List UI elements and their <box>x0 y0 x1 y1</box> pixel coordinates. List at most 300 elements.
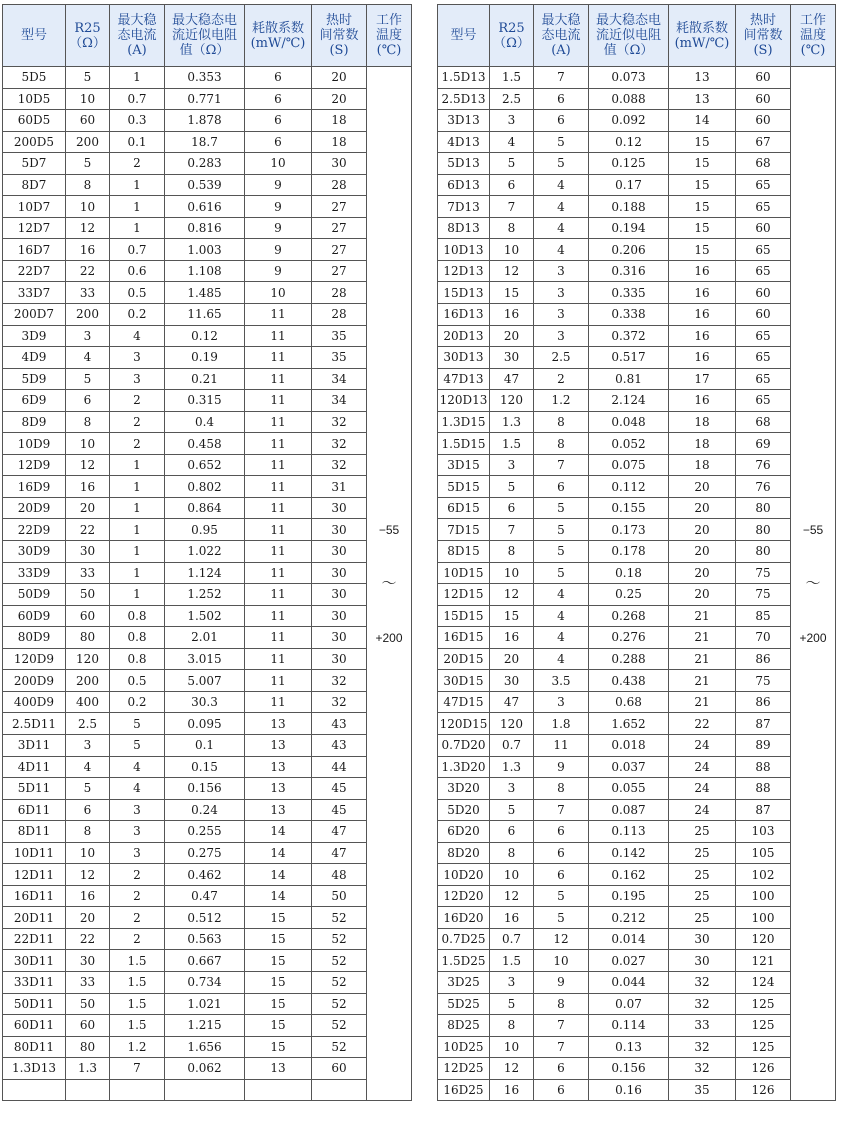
cell-time-constant: 20 <box>312 67 367 89</box>
table-row <box>3 648 412 670</box>
cell-time-constant: 30 <box>312 648 367 670</box>
cell-model: 33D11 <box>3 971 66 993</box>
cell-resistance: 0.517 <box>589 347 669 369</box>
cell-model: 1.5D15 <box>438 433 490 455</box>
header-temperature: 工作 温度 (℃) <box>791 5 836 67</box>
cell-resistance: 0.255 <box>165 821 245 843</box>
cell-max-current: 0.6 <box>110 260 165 282</box>
cell-model: 7D13 <box>438 196 490 218</box>
cell-r25: 20 <box>490 325 534 347</box>
cell-max-current: 1.5 <box>110 971 165 993</box>
cell-dissipation: 22 <box>669 713 736 735</box>
cell-model: 6D9 <box>3 390 66 412</box>
cell-dissipation: 17 <box>669 368 736 390</box>
cell-resistance: 0.113 <box>589 821 669 843</box>
cell-resistance: 0.052 <box>589 433 669 455</box>
cell-r25: 6 <box>66 390 110 412</box>
cell-model: 15D13 <box>438 282 490 304</box>
cell-time-constant: 60 <box>736 110 791 132</box>
cell-resistance: 0.268 <box>589 605 669 627</box>
cell-time-constant: 44 <box>312 756 367 778</box>
cell-model: 6D15 <box>438 497 490 519</box>
cell-dissipation: 15 <box>669 131 736 153</box>
cell-resistance: 0.055 <box>589 778 669 800</box>
cell-max-current: 2 <box>110 885 165 907</box>
cell-max-current: 5 <box>534 907 589 929</box>
cell-resistance: 0.12 <box>589 131 669 153</box>
cell-r25: 60 <box>66 605 110 627</box>
cell-dissipation: 24 <box>669 799 736 821</box>
cell-dissipation: 18 <box>669 433 736 455</box>
cell-time-constant: 124 <box>736 971 791 993</box>
cell-time-constant: 87 <box>736 713 791 735</box>
cell-resistance: 0.68 <box>589 691 669 713</box>
table-row <box>438 1036 836 1058</box>
cell-dissipation: 11 <box>245 454 312 476</box>
cell-max-current: 2 <box>110 390 165 412</box>
cell-r25: 16 <box>490 907 534 929</box>
cell-max-current: 6 <box>534 842 589 864</box>
cell-dissipation: 9 <box>245 260 312 282</box>
cell-model: 80D9 <box>3 627 66 649</box>
table-row <box>438 670 836 692</box>
cell-max-current: 6 <box>534 88 589 110</box>
cell-max-current: 12 <box>534 928 589 950</box>
table-row <box>3 670 412 692</box>
table-row <box>438 110 836 132</box>
cell-dissipation: 14 <box>245 821 312 843</box>
cell-r25: 60 <box>66 1015 110 1037</box>
cell-model: 30D15 <box>438 670 490 692</box>
cell-dissipation: 24 <box>669 756 736 778</box>
cell-max-current: 6 <box>534 821 589 843</box>
cell-time-constant: 52 <box>312 907 367 929</box>
cell-dissipation: 10 <box>245 282 312 304</box>
cell-resistance: 0.13 <box>589 1036 669 1058</box>
cell-time-constant: 47 <box>312 821 367 843</box>
cell-time-constant: 52 <box>312 928 367 950</box>
cell-resistance: 0.667 <box>165 950 245 972</box>
cell-resistance: 2.124 <box>589 390 669 412</box>
cell-resistance: 0.073 <box>589 67 669 89</box>
cell-dissipation: 15 <box>245 1036 312 1058</box>
cell-dissipation: 21 <box>669 648 736 670</box>
cell-time-constant: 65 <box>736 239 791 261</box>
cell-resistance: 0.087 <box>589 799 669 821</box>
cell-dissipation: 13 <box>669 88 736 110</box>
cell-r25: 10 <box>66 842 110 864</box>
cell-r25: 5 <box>490 799 534 821</box>
cell-resistance: 0.734 <box>165 971 245 993</box>
cell-dissipation: 11 <box>245 670 312 692</box>
cell-dissipation: 11 <box>245 691 312 713</box>
table-row <box>3 347 412 369</box>
cell-dissipation: 11 <box>245 347 312 369</box>
cell-r25: 8 <box>490 1015 534 1037</box>
cell-max-current: 7 <box>534 1015 589 1037</box>
cell-dissipation: 24 <box>669 778 736 800</box>
cell-dissipation: 21 <box>669 670 736 692</box>
cell-model: 1.5D13 <box>438 67 490 89</box>
cell-r25: 15 <box>490 605 534 627</box>
cell-time-constant: 75 <box>736 562 791 584</box>
cell-max-current: 1.8 <box>534 713 589 735</box>
cell-time-constant: 43 <box>312 713 367 735</box>
cell-max-current: 5 <box>534 885 589 907</box>
cell-dissipation: 6 <box>245 110 312 132</box>
cell-r25: 5 <box>66 778 110 800</box>
table-row <box>438 778 836 800</box>
cell-r25: 6 <box>66 799 110 821</box>
cell-model: 6D11 <box>3 799 66 821</box>
cell-dissipation: 9 <box>245 239 312 261</box>
cell-dissipation: 16 <box>669 304 736 326</box>
cell-dissipation: 32 <box>669 993 736 1015</box>
cell-model: 10D5 <box>3 88 66 110</box>
cell-time-constant: 30 <box>312 562 367 584</box>
cell-time-constant: 47 <box>312 842 367 864</box>
cell-time-constant: 45 <box>312 799 367 821</box>
cell-time-constant: 28 <box>312 304 367 326</box>
cell-time-constant: 65 <box>736 390 791 412</box>
cell-time-constant: 65 <box>736 260 791 282</box>
cell-r25: 8 <box>490 842 534 864</box>
cell-time-constant: 88 <box>736 756 791 778</box>
cell-max-current: 1.5 <box>110 1015 165 1037</box>
table-row <box>3 1015 412 1037</box>
cell-time-constant: 34 <box>312 368 367 390</box>
cell-dissipation: 33 <box>669 1015 736 1037</box>
table-row <box>3 993 412 1015</box>
cell-r25: 16 <box>66 476 110 498</box>
cell-r25: 200 <box>66 670 110 692</box>
cell-r25: 20 <box>66 497 110 519</box>
cell-r25: 3 <box>490 971 534 993</box>
cell-model: 200D9 <box>3 670 66 692</box>
cell-model: 12D9 <box>3 454 66 476</box>
cell-r25: 30 <box>490 670 534 692</box>
table-row <box>438 347 836 369</box>
cell-max-current: 5 <box>534 562 589 584</box>
cell-max-current: 7 <box>534 67 589 89</box>
cell-r25: 16 <box>66 885 110 907</box>
cell-model: 1.3D20 <box>438 756 490 778</box>
cell-time-constant: 60 <box>736 217 791 239</box>
cell-model: 80D11 <box>3 1036 66 1058</box>
cell-r25: 4 <box>490 131 534 153</box>
table-row <box>438 196 836 218</box>
table-row <box>438 713 836 735</box>
cell-time-constant: 32 <box>312 454 367 476</box>
cell-r25: 16 <box>490 304 534 326</box>
table-row <box>438 1015 836 1037</box>
cell-dissipation: 11 <box>245 433 312 455</box>
cell-model: 12D20 <box>438 885 490 907</box>
cell-resistance: 0.075 <box>589 454 669 476</box>
table-row <box>3 110 412 132</box>
table-row <box>438 584 836 606</box>
cell-time-constant: 65 <box>736 347 791 369</box>
cell-r25: 4 <box>66 347 110 369</box>
cell-max-current: 6 <box>534 1079 589 1101</box>
cell-time-constant: 80 <box>736 541 791 563</box>
cell-time-constant: 18 <box>312 110 367 132</box>
cell-r25: 8 <box>490 217 534 239</box>
cell-time-constant: 70 <box>736 627 791 649</box>
cell-resistance: 0.155 <box>589 497 669 519</box>
cell-dissipation: 13 <box>245 1058 312 1080</box>
cell-max-current: 1.5 <box>110 950 165 972</box>
cell-dissipation: 14 <box>245 864 312 886</box>
cell-max-current: 0.8 <box>110 627 165 649</box>
cell-r25: 1.5 <box>490 67 534 89</box>
table-row <box>3 734 412 756</box>
cell-time-constant: 52 <box>312 993 367 1015</box>
cell-model: 120D9 <box>3 648 66 670</box>
cell-resistance: 1.022 <box>165 541 245 563</box>
cell-model: 10D9 <box>3 433 66 455</box>
cell-dissipation: 13 <box>245 756 312 778</box>
cell-max-current: 3 <box>534 325 589 347</box>
cell-max-current: 5 <box>110 734 165 756</box>
cell-r25: 10 <box>490 864 534 886</box>
cell-max-current: 4 <box>534 174 589 196</box>
header-resistance: 最大稳态电 流近似电阻 值（Ω） <box>165 5 245 67</box>
cell-model: 5D25 <box>438 993 490 1015</box>
cell-resistance: 0.81 <box>589 368 669 390</box>
cell-r25: 6 <box>490 821 534 843</box>
cell-r25: 80 <box>66 1036 110 1058</box>
cell-resistance: 0.088 <box>589 88 669 110</box>
cell-dissipation: 16 <box>669 390 736 412</box>
cell-max-current: 0.8 <box>110 605 165 627</box>
cell-dissipation: 30 <box>669 950 736 972</box>
cell-resistance: 0.178 <box>589 541 669 563</box>
cell-dissipation: 6 <box>245 88 312 110</box>
header-model: 型号 <box>438 5 490 67</box>
cell-dissipation: 11 <box>245 325 312 347</box>
table-row <box>3 950 412 972</box>
cell-dissipation: 16 <box>669 282 736 304</box>
cell-max-current: 2 <box>110 411 165 433</box>
cell-time-constant: 60 <box>736 282 791 304</box>
table-row <box>3 304 412 326</box>
cell-max-current: 5 <box>534 519 589 541</box>
cell-dissipation: 11 <box>245 390 312 412</box>
cell-time-constant: 100 <box>736 885 791 907</box>
cell-resistance: 0.18 <box>589 562 669 584</box>
cell-max-current: 1.2 <box>534 390 589 412</box>
cell-max-current: 3.5 <box>534 670 589 692</box>
cell-resistance: 0.458 <box>165 433 245 455</box>
cell-time-constant: 121 <box>736 950 791 972</box>
cell-r25: 16 <box>66 239 110 261</box>
table-row <box>3 282 412 304</box>
cell-max-current: 6 <box>534 864 589 886</box>
cell-max-current: 1 <box>110 196 165 218</box>
cell-r25: 10 <box>490 562 534 584</box>
cell-dissipation: 11 <box>245 627 312 649</box>
table-row <box>438 325 836 347</box>
cell-r25: 30 <box>490 347 534 369</box>
cell-dissipation: 14 <box>669 110 736 132</box>
cell-r25: 33 <box>66 282 110 304</box>
table-row <box>3 1036 412 1058</box>
cell-resistance: 0.95 <box>165 519 245 541</box>
cell-r25: 12 <box>490 885 534 907</box>
cell-time-constant: 60 <box>736 88 791 110</box>
cell-dissipation: 21 <box>669 691 736 713</box>
table-row <box>3 928 412 950</box>
cell-r25: 10 <box>490 1036 534 1058</box>
cell-dissipation: 11 <box>245 411 312 433</box>
cell-resistance: 0.156 <box>165 778 245 800</box>
cell-r25: 120 <box>490 390 534 412</box>
cell-model: 12D15 <box>438 584 490 606</box>
cell-r25: 47 <box>490 691 534 713</box>
cell-model: 33D7 <box>3 282 66 304</box>
cell-dissipation: 20 <box>669 519 736 541</box>
cell-time-constant: 45 <box>312 778 367 800</box>
cell-time-constant: 76 <box>736 454 791 476</box>
cell-model: 16D7 <box>3 239 66 261</box>
table-row <box>438 928 836 950</box>
cell-dissipation: 13 <box>669 67 736 89</box>
cell-r25: 6 <box>490 497 534 519</box>
cell-time-constant: 80 <box>736 519 791 541</box>
cell-resistance: 1.485 <box>165 282 245 304</box>
cell-r25: 10 <box>490 239 534 261</box>
cell-resistance: 0.044 <box>589 971 669 993</box>
table-row <box>438 885 836 907</box>
cell-max-current: 1.5 <box>110 993 165 1015</box>
cell-resistance: 0.4 <box>165 411 245 433</box>
cell-model: 3D13 <box>438 110 490 132</box>
cell-max-current: 1.2 <box>110 1036 165 1058</box>
cell-resistance: 0.212 <box>589 907 669 929</box>
cell-r25: 30 <box>66 950 110 972</box>
cell-model: 8D15 <box>438 541 490 563</box>
cell-resistance: 0.275 <box>165 842 245 864</box>
cell-max-current: 2 <box>534 368 589 390</box>
cell-resistance: 0.156 <box>589 1058 669 1080</box>
cell-model: 5D11 <box>3 778 66 800</box>
temperature-low: −55 <box>802 522 824 537</box>
cell-resistance: 0.173 <box>589 519 669 541</box>
cell-model: 20D9 <box>3 497 66 519</box>
cell-dissipation: 25 <box>669 864 736 886</box>
temperature-range <box>791 67 836 1101</box>
cell-dissipation: 10 <box>245 153 312 175</box>
cell-model: 30D13 <box>438 347 490 369</box>
cell-model: 33D9 <box>3 562 66 584</box>
cell-max-current: 9 <box>534 756 589 778</box>
cell-max-current: 3 <box>534 282 589 304</box>
cell-dissipation: 30 <box>669 928 736 950</box>
table-row <box>438 950 836 972</box>
table-row <box>438 411 836 433</box>
cell-max-current: 2 <box>110 153 165 175</box>
cell-time-constant: 88 <box>736 778 791 800</box>
cell-time-constant: 125 <box>736 1036 791 1058</box>
cell-model: 0.7D20 <box>438 734 490 756</box>
cell-resistance: 1.502 <box>165 605 245 627</box>
cell-time-constant: 68 <box>736 411 791 433</box>
cell-time-constant: 86 <box>736 648 791 670</box>
cell-resistance: 0.372 <box>589 325 669 347</box>
cell-dissipation: 16 <box>669 347 736 369</box>
cell-model: 8D7 <box>3 174 66 196</box>
cell-dissipation: 32 <box>669 971 736 993</box>
cell-max-current: 6 <box>534 110 589 132</box>
cell-dissipation: 16 <box>669 260 736 282</box>
cell-time-constant: 65 <box>736 368 791 390</box>
cell-model: 10D11 <box>3 842 66 864</box>
table-row <box>3 196 412 218</box>
cell-time-constant: 60 <box>312 1058 367 1080</box>
cell-dissipation: 13 <box>245 799 312 821</box>
cell-dissipation: 15 <box>245 928 312 950</box>
cell-max-current: 7 <box>110 1058 165 1080</box>
cell-dissipation: 6 <box>245 131 312 153</box>
cell-model: 4D13 <box>438 131 490 153</box>
table-row <box>438 627 836 649</box>
header-r25: R25 （Ω） <box>66 5 110 67</box>
cell-model: 120D13 <box>438 390 490 412</box>
cell-max-current: 4 <box>534 239 589 261</box>
cell-max-current: 0.3 <box>110 110 165 132</box>
table-row <box>3 476 412 498</box>
cell-resistance: 0.07 <box>589 993 669 1015</box>
cell-model: 12D25 <box>438 1058 490 1080</box>
cell-model: 20D15 <box>438 648 490 670</box>
cell-max-current: 6 <box>534 476 589 498</box>
cell-model: 5D7 <box>3 153 66 175</box>
cell-model: 16D15 <box>438 627 490 649</box>
table-row <box>438 433 836 455</box>
cell-r25: 22 <box>66 928 110 950</box>
header-dissipation: 耗散系数 (mW/℃) <box>669 5 736 67</box>
cell-dissipation: 6 <box>245 67 312 89</box>
table-row <box>3 174 412 196</box>
cell-r25: 50 <box>66 584 110 606</box>
cell-max-current: 8 <box>534 993 589 1015</box>
cell-model: 22D7 <box>3 260 66 282</box>
cell-model: 120D15 <box>438 713 490 735</box>
cell-max-current: 0.7 <box>110 88 165 110</box>
cell-model: 200D5 <box>3 131 66 153</box>
cell-r25: 5 <box>66 368 110 390</box>
cell-r25: 20 <box>490 648 534 670</box>
table-row <box>3 1079 412 1101</box>
cell-max-current: 3 <box>110 842 165 864</box>
cell-resistance: 0.512 <box>165 907 245 929</box>
cell-r25: 120 <box>490 713 534 735</box>
cell-dissipation: 11 <box>245 497 312 519</box>
cell-dissipation: 25 <box>669 885 736 907</box>
table-row <box>3 1058 412 1080</box>
cell-model: 3D9 <box>3 325 66 347</box>
cell-resistance: 0.25 <box>589 584 669 606</box>
cell-model: 20D13 <box>438 325 490 347</box>
table-row <box>438 390 836 412</box>
cell-dissipation: 11 <box>245 605 312 627</box>
cell-max-current: 7 <box>534 454 589 476</box>
cell-resistance: 2.01 <box>165 627 245 649</box>
cell-r25: 16 <box>490 1079 534 1101</box>
cell-model: 400D9 <box>3 691 66 713</box>
cell-max-current: 0.8 <box>110 648 165 670</box>
